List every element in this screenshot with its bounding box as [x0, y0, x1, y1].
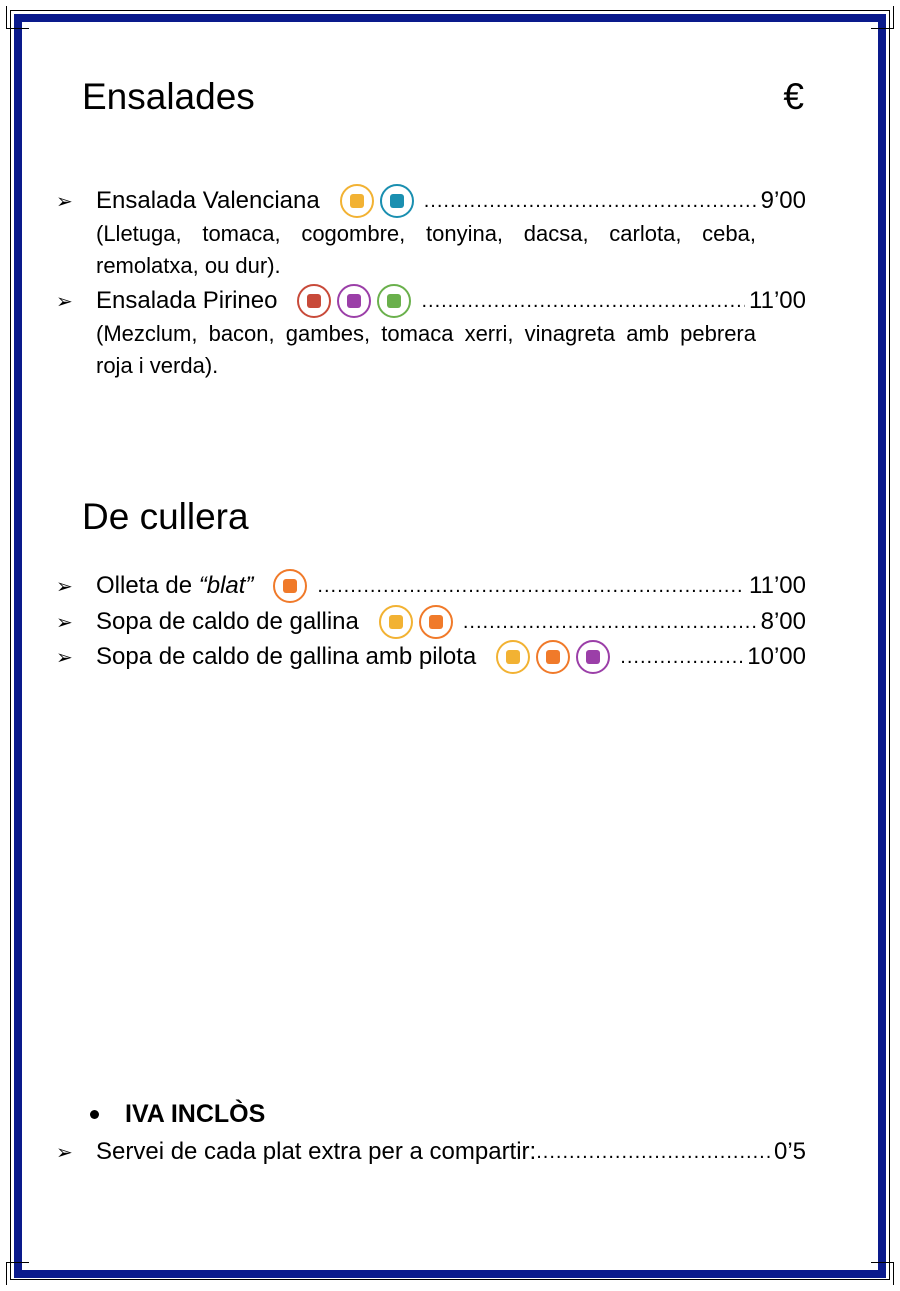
- menu-item: [56, 569, 806, 603]
- dot-leader: [317, 575, 745, 598]
- item-name: Sopa de caldo de gallina: [96, 608, 359, 635]
- bullet-dot-icon: [90, 1110, 99, 1119]
- item-name: [96, 572, 253, 600]
- allergen-icon: [496, 640, 530, 674]
- currency-symbol: €: [783, 76, 804, 117]
- allergen-icon: [273, 569, 307, 603]
- item-description: (Lletuga, tomaca, cogombre, tonyina, dacsa, carlota, ceba, remolatxa, ou dur).: [96, 221, 756, 278]
- item-price: 11’00: [749, 572, 806, 599]
- arrow-bullet-icon: ➢: [56, 290, 73, 313]
- allergen-icon: [576, 640, 610, 674]
- allergen-icon: [377, 284, 411, 318]
- extra-service-label: Servei de cada plat extra per a compartir:: [96, 1138, 537, 1165]
- corner-mark: [871, 1262, 894, 1285]
- corner-mark: [871, 6, 894, 29]
- allergen-icon: [536, 640, 570, 674]
- corner-mark: [6, 6, 29, 29]
- menu-item: [56, 640, 806, 674]
- arrow-bullet-icon: ➢: [56, 646, 73, 669]
- item-name: Ensalada Valenciana: [96, 187, 320, 214]
- dot-leader: [536, 1141, 770, 1164]
- extra-service-price: 0’5: [773, 1138, 806, 1165]
- dot-leader: [421, 290, 745, 313]
- corner-mark: [6, 1262, 29, 1285]
- dot-leader: [620, 646, 743, 669]
- item-price: 8’00: [760, 608, 806, 635]
- item-description: (Mezclum, bacon, gambes, tomaca xerri, vinagreta amb pebrera roja i verda).: [96, 321, 756, 378]
- item-price: 11’00: [749, 287, 806, 314]
- arrow-bullet-icon: ➢: [56, 1141, 73, 1164]
- section-title-ensalades: Ensalades: [82, 76, 255, 117]
- item-name-prefix: Olleta de: [96, 572, 199, 599]
- item-price: 9’00: [760, 187, 806, 214]
- iva-note: [90, 1100, 265, 1129]
- item-name: Ensalada Pirineo: [96, 287, 278, 314]
- allergen-icon: [297, 284, 331, 318]
- item-price: 10’00: [747, 643, 806, 670]
- iva-label: IVA INCLÒS: [125, 1100, 266, 1128]
- arrow-bullet-icon: ➢: [56, 575, 73, 598]
- allergen-icon: [340, 184, 374, 218]
- dot-leader: [463, 611, 757, 634]
- section-title-cullera: De cullera: [82, 496, 249, 537]
- allergen-icon: [419, 605, 453, 639]
- allergen-icon: [379, 605, 413, 639]
- menu-item: [56, 605, 806, 639]
- menu-item: [56, 284, 806, 382]
- allergen-icon: [380, 184, 414, 218]
- dot-leader: [424, 190, 757, 213]
- item-name-italic: “blat”: [198, 572, 254, 599]
- arrow-bullet-icon: ➢: [56, 190, 73, 213]
- menu-item: [56, 184, 806, 282]
- allergen-icon: [337, 284, 371, 318]
- item-name: Sopa de caldo de gallina amb pilota: [96, 643, 477, 670]
- extra-service-line: [56, 1135, 806, 1169]
- arrow-bullet-icon: ➢: [56, 611, 73, 634]
